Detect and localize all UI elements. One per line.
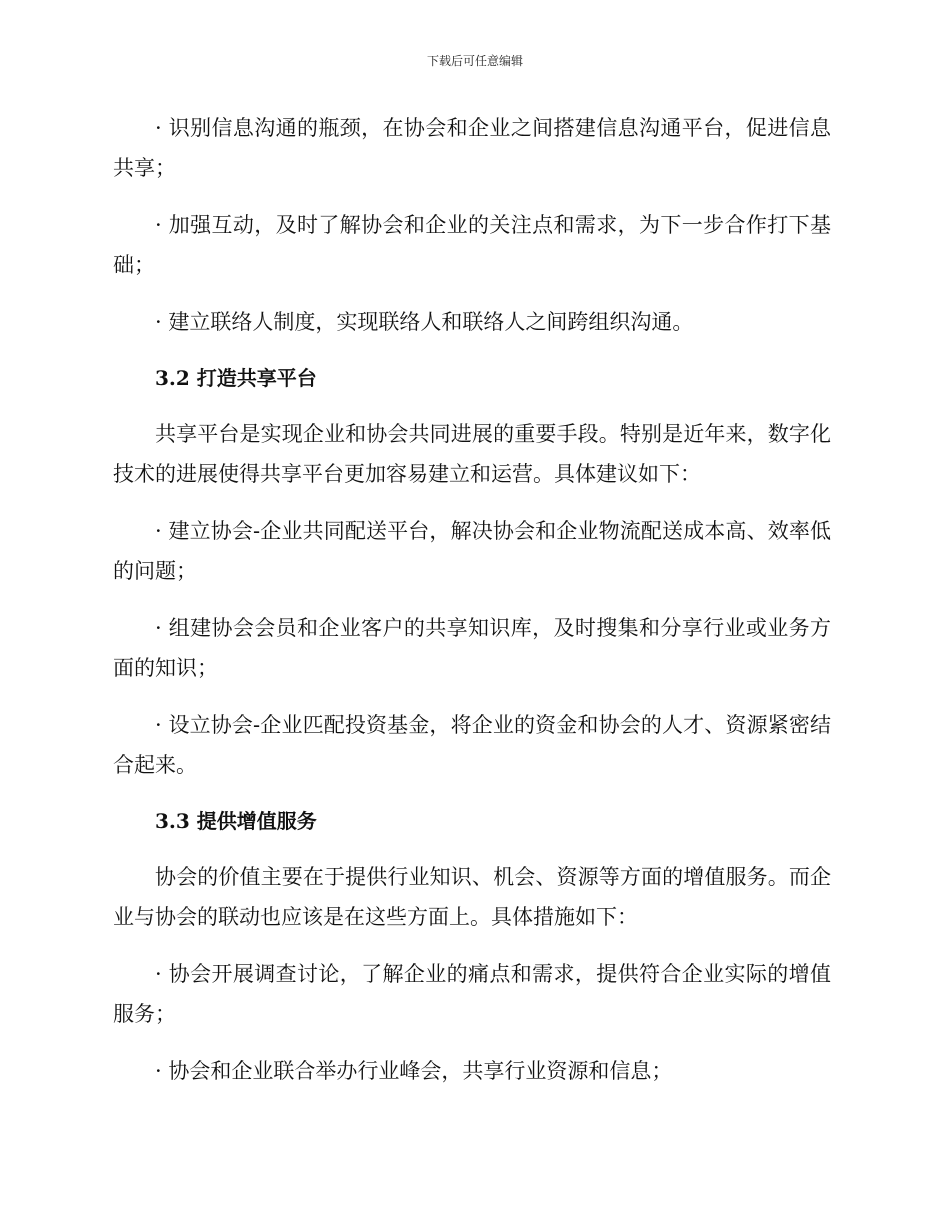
body-paragraph: 协会的价值主要在于提供行业知识、机会、资源等方面的增值服务。而企业与协会的联动也应该是在这些方面上。具体措施如下： <box>113 865 831 929</box>
section-heading: 3.3 提供增值服务 <box>155 809 317 833</box>
section-heading: 3.2 打造共享平台 <box>155 366 317 390</box>
bullet-item: · 建立联络人制度，实现联络人和联络人之间跨组织沟通。 <box>155 310 694 334</box>
bullet-item: · 识别信息沟通的瓶颈，在协会和企业之间搭建信息沟通平台，促进信息共享； <box>113 116 831 180</box>
body-paragraph: 共享平台是实现企业和协会共同进展的重要手段。特别是近年来，数字化技术的进展使得共享平台更加容易建立和运营。具体建议如下： <box>113 422 831 486</box>
bullet-item: · 建立协会-企业共同配送平台，解决协会和企业物流配送成本高、效率低的问题； <box>113 519 831 583</box>
document-body <box>113 108 831 1108</box>
bullet-item: · 协会开展调查讨论，了解企业的痛点和需求，提供符合企业实际的增值服务； <box>113 962 831 1026</box>
bullet-item: · 协会和企业联合举办行业峰会，共享行业资源和信息； <box>155 1059 673 1083</box>
page-header: 下载后可任意编辑 <box>426 54 523 68</box>
bullet-item: · 组建协会会员和企业客户的共享知识库，及时搜集和分享行业或业务方面的知识； <box>113 616 831 680</box>
bullet-item: · 加强互动，及时了解协会和企业的关注点和需求，为下一步合作打下基础； <box>113 213 831 277</box>
bullet-item: · 设立协会-企业匹配投资基金，将企业的资金和协会的人才、资源紧密结合起来。 <box>113 713 831 777</box>
